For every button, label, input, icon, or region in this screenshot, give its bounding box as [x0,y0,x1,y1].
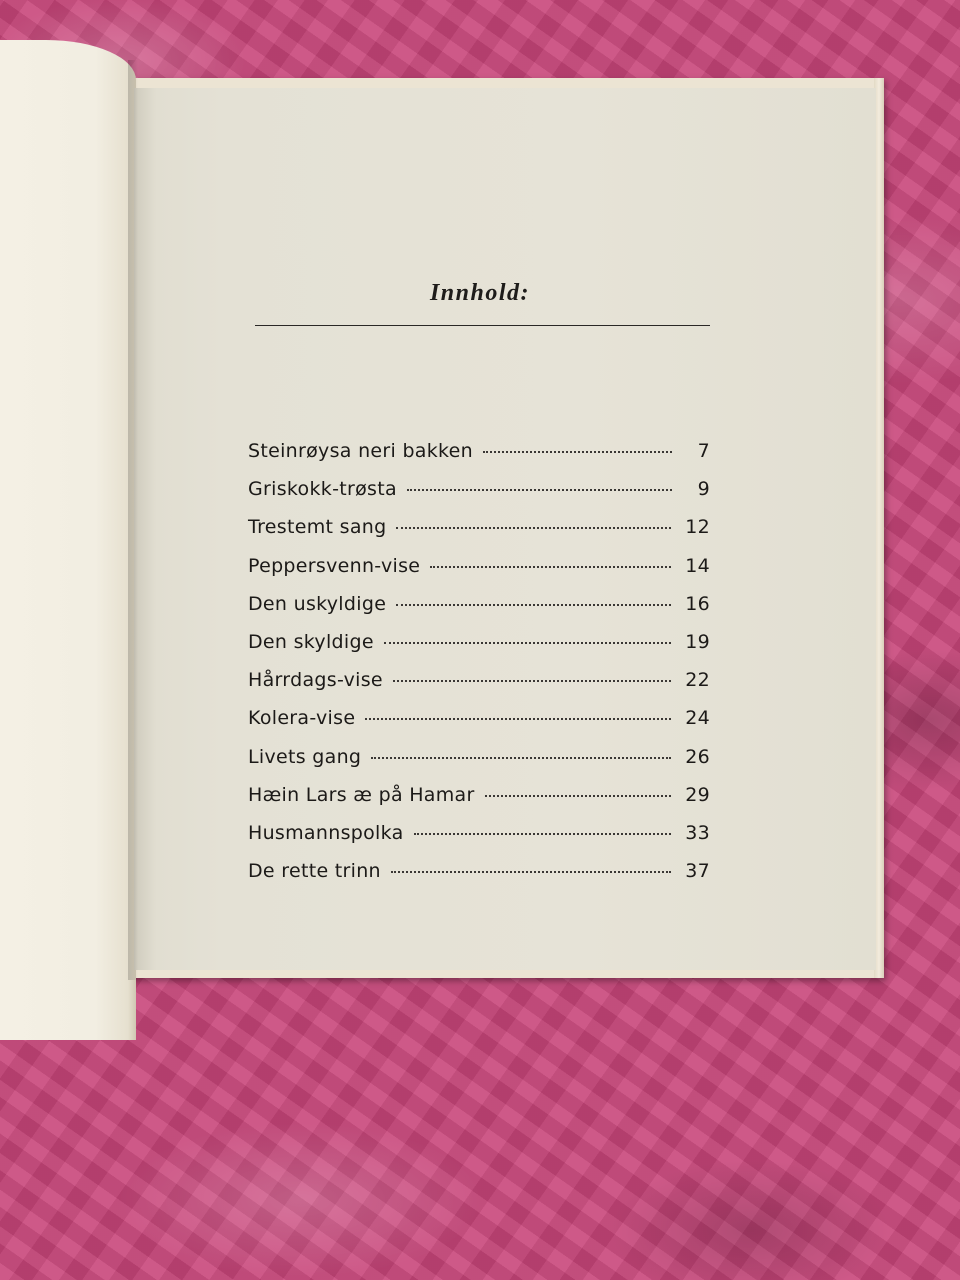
toc-entry-page: 12 [685,516,710,539]
toc-entry-title: Griskokk-trøsta [248,478,397,501]
toc-entry [248,784,710,822]
dot-leader [430,566,671,568]
toc-entry-page: 14 [685,554,710,577]
toc-entry-title: Hårrdags-vise [248,669,383,692]
toc-entry-title: Livets gang [248,745,362,768]
dot-leader [393,680,671,682]
toc-entry [248,593,710,631]
toc-entry-page: 37 [685,860,710,883]
toc-entry [248,746,710,784]
toc-entry [248,478,710,516]
toc-entry-title: Hæin Lars æ på Hamar [248,783,475,806]
toc-entry-title: Kolera-vise [248,707,356,730]
toc-entry [248,669,710,707]
dot-leader [365,718,671,720]
toc-entry [248,440,710,478]
dot-leader [396,527,671,529]
toc-entry-title: De rette trinn [248,860,381,883]
toc-entry-page: 22 [685,669,710,692]
dot-leader [407,489,672,491]
toc-entry-page: 24 [685,707,710,730]
toc-entry-title: Peppersvenn-vise [248,554,421,577]
toc-entry-title: Den uskyldige [248,592,387,615]
left-blank-page [0,40,136,1040]
title-rule [255,325,710,326]
toc-entry-title: Steinrøysa neri bakken [248,440,474,462]
toc-entry [248,822,710,860]
toc-entry [248,516,710,554]
dot-leader [485,795,672,797]
dot-leader [384,642,671,644]
toc-entry-page: 29 [685,783,710,806]
dot-leader [483,451,672,453]
dot-leader [414,833,672,835]
toc-entry-title: Den skyldige [248,630,374,653]
dot-leader [371,757,671,759]
toc-entry-page: 19 [685,630,710,653]
book-spine [128,60,138,980]
toc-entry-page: 33 [685,821,710,844]
toc-entry-title: Husmannspolka [248,821,404,844]
page-title: Innhold: [429,280,531,306]
dot-leader [396,604,671,606]
toc-entry-title: Trestemt sang [248,516,387,539]
toc-entry-page: 26 [685,745,710,768]
toc-entry-page: 9 [697,478,710,501]
table-of-contents [248,440,710,898]
toc-entry [248,860,710,898]
toc-entry [248,555,710,593]
toc-entry-page: 7 [697,440,710,462]
dot-leader [391,871,671,873]
toc-entry [248,631,710,669]
toc-entry [248,707,710,745]
toc-entry-page: 16 [685,592,710,615]
